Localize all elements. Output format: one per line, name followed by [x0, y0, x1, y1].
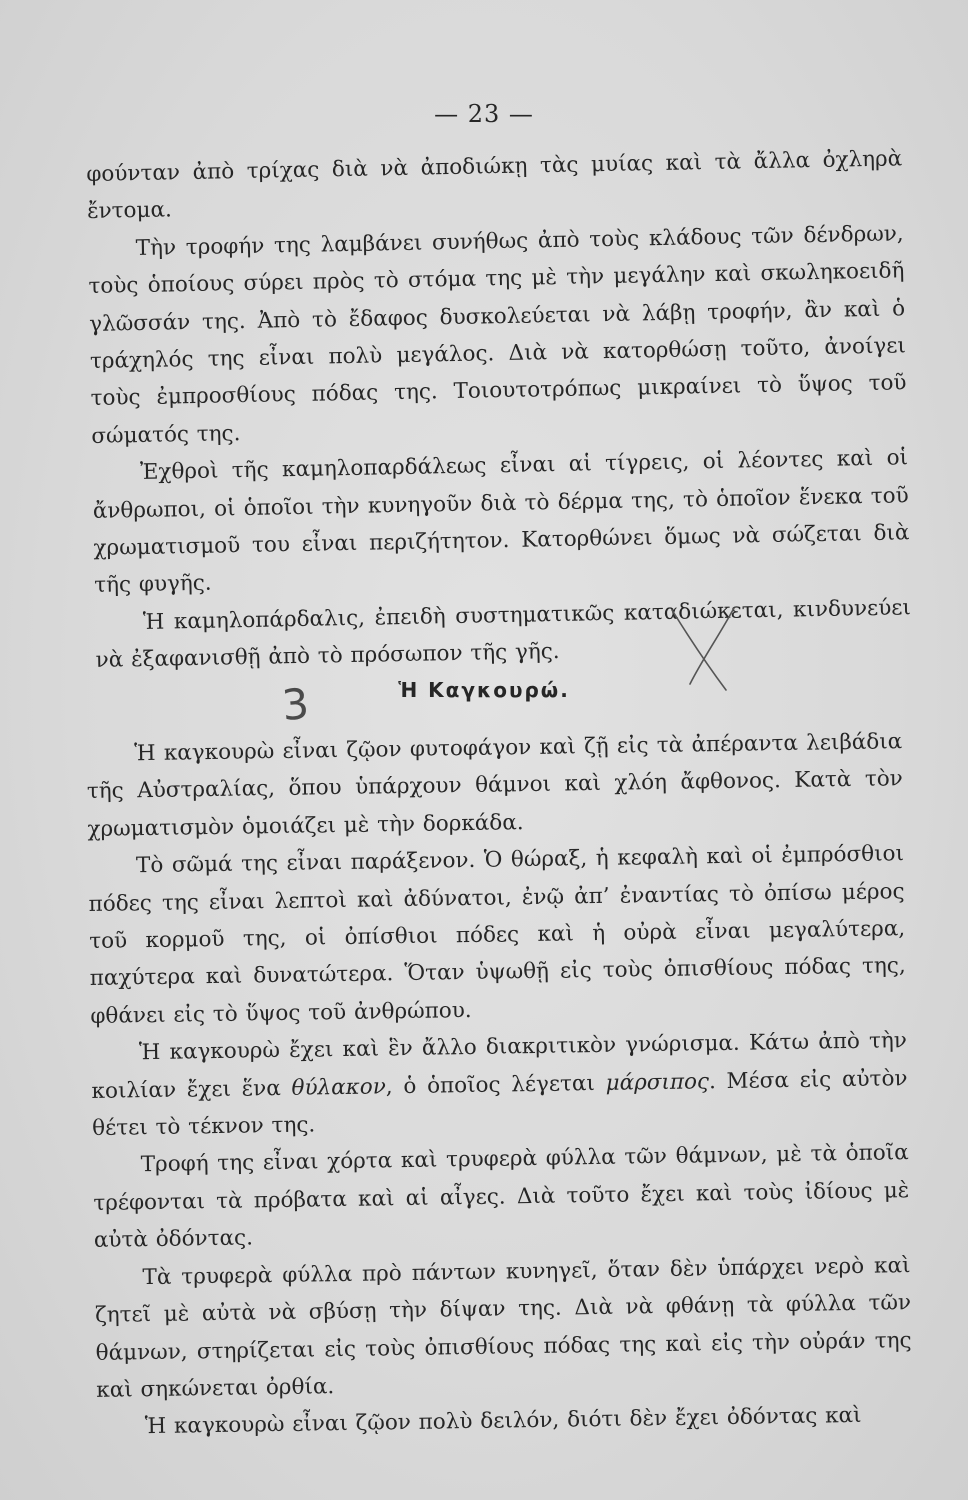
italic-term: μάρσιπος [605, 1068, 710, 1096]
paragraph: Ἐχθροὶ τῆς καμηλοπαρδάλεως εἶναι αἱ τίγρεις, οἱ λέοντες καὶ οἱ ἄνθρωποι, οἱ ὁποῖοι τὴν κυνηγοῦν διὰ τὸ δέρμα της, τὸ ὁποῖον ἕνεκα τοῦ χρωματισμοῦ του εἶναι περιζήτητον. Κατορθώνει ὅμως νὰ σώζεται διὰ τῆς φυγῆς. [92, 445, 910, 599]
kangaroo-section [86, 723, 913, 1446]
paragraph: Ἡ καγκουρὼ εἶναι ζῷον φυτοφάγον καὶ ζῇ εἰς τὰ ἀπέραντα λειβάδια τῆς Αὐστραλίας, ὅπου ὑπάρχουν θάμνοι καὶ χλόη ἄφθονος. Κατὰ τὸν χρωματισμὸν ὁμοιάζει μὲ τὴν δορκάδα. [86, 729, 903, 842]
section-heading: Ἡ Καγκουρώ. [398, 678, 570, 702]
page-number: — 23 — [434, 100, 534, 128]
paragraph-text: Ἡ καγκουρὼ ἔχει καὶ ἓν ἄλλο διακριτικὸν γνώρισμα. Κάτω ἀπὸ τὴν κοιλίαν ἔχει ἕνα [91, 1028, 908, 1104]
paragraph: Τὴν τροφήν της λαμβάνει συνήθως ἀπὸ τοὺς κλάδους τῶν δένδρων, τοὺς ὁποίους σύρει πρὸς τὸ στόμα της μὲ τὴν μεγάλην καὶ σκωληκοειδῆ γλῶσσάν της. Ἀπὸ τὸ ἔδαφος δυσκολεύεται νὰ λάβῃ τροφήν, ἂν καὶ ὁ τράχηλός της εἶναι πολὺ μεγάλος. Διὰ νὰ κατορθώσῃ τοῦτο, ἀνοίγει τοὺς ἐμπροσθίους πόδας της. Τοιουτοτρόπως μικραίνει τὸ ὕψος τοῦ σώματός της. [88, 221, 907, 449]
paragraph: Τὰ τρυφερὰ φύλλα πρὸ πάντων κυνηγεῖ, ὅταν δὲν ὑπάρχει νερὸ καὶ ζητεῖ μὲ αὐτὰ νὰ σβύσῃ τὴν δίψαν της. Διὰ νὰ φθάνῃ τὰ φύλλα τῶν θάμνων, στηρίζεται εἰς τοὺς ὀπισθίους πόδας της καὶ εἰς τὴν οὐράν της καὶ σηκώνεται ὀρθία. [94, 1252, 912, 1403]
paragraph: Ἡ καμηλοπάρδαλις, ἐπειδὴ συστηματικῶς καταδιώκεται, κινδυνεύει νὰ ἐξαφανισθῇ ἀπὸ τὸ πρόσωπον τῆς γῆς. [95, 595, 912, 674]
paragraph: Τὸ σῶμά της εἶναι παράξενον. Ὁ θώραξ, ἡ κεφαλὴ καὶ οἱ ἐμπρόσθιοι πόδες της εἶναι λεπτοὶ καὶ ἀδύνατοι, ἐνῷ ἀπ’ ἐναντίας τὸ ὀπίσω μέρος τοῦ κορμοῦ της, οἱ ὀπίσθιοι πόδες καὶ ἡ οὐρὰ εἶναι μεγαλύτερα, παχύτερα καὶ δυνατώτερα. Ὅταν ὑψωθῇ εἰς τοὺς ὀπισθίους πόδας της, φθάνει εἰς τὸ ὕψος τοῦ ἀνθρώπου. [88, 841, 906, 1029]
giraffe-section [86, 140, 912, 679]
paragraph: φούνταν ἀπὸ τρίχας διὰ νὰ ἀποδιώκῃ τὰς μυίας καὶ τὰ ἄλλα ὀχληρὰ ἔντομα. [86, 146, 903, 225]
paragraph [91, 1022, 909, 1147]
paragraph-text: , ὁ ὁποῖος λέγεται [385, 1070, 606, 1099]
pencil-margin-number: 3 [279, 678, 311, 731]
paragraph: Ἡ καγκουρὼ εἶναι ζῷον πολὺ δειλόν, διότι δὲν ἔχει ὀδόντας καὶ [144, 1403, 862, 1440]
paragraph-text: . Μέσα εἰς αὐτὸν θέτει τὸ τέκνον της. [91, 1065, 908, 1142]
italic-term: θύλακον [291, 1073, 387, 1101]
paragraph: Τροφή της εἶναι χόρτα καὶ τρυφερὰ φύλλα τῶν θάμνων, μὲ τὰ ὁποῖα τρέφονται τὰ πρόβατα καὶ αἱ αἶγες. Διὰ τοῦτο ἔχει καὶ τοὺς ἰδίους μὲ αὐτὰ ὀδόντας. [93, 1140, 910, 1254]
